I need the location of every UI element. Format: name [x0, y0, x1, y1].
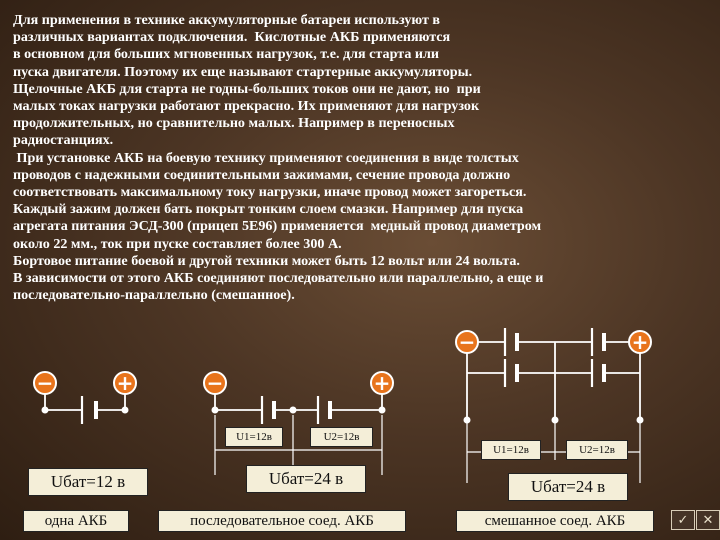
- node-dot: [552, 417, 559, 424]
- text-line: Бортовое питание боевой и другой техники может быть 12 вольт или 24 вольта.: [13, 252, 520, 269]
- series-u1-label: U1=12в: [225, 427, 283, 447]
- mixed-caption: смешанное соед. АКБ: [456, 510, 654, 532]
- mixed-voltage-label: Uбат=24 в: [508, 473, 628, 501]
- text-line: пуска двигателя. Поэтому их еще называют стартерные аккумуляторы.: [13, 63, 473, 80]
- single-caption: одна АКБ: [23, 510, 129, 532]
- node-dot: [212, 407, 219, 414]
- minus-sign: −: [36, 371, 54, 395]
- series-minus-terminal: [204, 371, 226, 395]
- plus-sign: +: [631, 330, 649, 354]
- node-dot: [637, 417, 644, 424]
- text-line: Каждый зажим должен бать покрыт тонким слоем смазки. Например для пуска: [13, 201, 524, 218]
- text-line: около 22 мм., ток при пуске составляет более 300 А.: [13, 235, 342, 252]
- minus-sign: −: [458, 330, 476, 354]
- terminals: [34, 330, 651, 395]
- series-voltage-label: Uбат=24 в: [246, 465, 366, 493]
- text-line: При установке АКБ на боевую технику применяют соединения в виде толстых: [13, 149, 519, 166]
- text-line: Щелочные АКБ для старта не годны-больших токов они не дают, но при: [13, 80, 481, 97]
- text-line: соответствовать максимальному току нагрузки, иначе провод может загореться.: [13, 184, 527, 201]
- mixed-u2-label: U2=12в: [566, 440, 628, 460]
- text-line: последовательно-параллельно (смешанное).: [13, 287, 295, 304]
- series-caption: последовательное соед. АКБ: [158, 510, 406, 532]
- node-dot: [464, 417, 471, 424]
- text-line: радиостанциях.: [13, 132, 114, 149]
- minus-sign: −: [206, 371, 224, 395]
- text-line: в основном для больших мгновенных нагрузок, т.е. для старта или: [13, 46, 440, 63]
- single-minus-terminal: [34, 371, 56, 395]
- text-line: агрегата питания ЭСД-300 (прицеп 5Е96) применяется медный провод диаметром: [13, 218, 542, 235]
- node-dot: [122, 407, 129, 414]
- close-box-icon[interactable]: ✕: [696, 510, 720, 530]
- check-box-icon[interactable]: ✓: [671, 510, 695, 530]
- single-voltage-label: Uбат=12 в: [28, 468, 148, 496]
- text-line: В зависимости от этого АКБ соединяют последовательно или параллельно, а еще и: [13, 270, 544, 287]
- mixed-u1-label: U1=12в: [481, 440, 541, 460]
- mixed-minus-terminal: [456, 330, 478, 354]
- text-line: проводов с надежными соединительными зажимами, сечение провода должно: [13, 166, 511, 183]
- single-plus-terminal: [114, 371, 136, 395]
- series-plus-terminal: [371, 371, 393, 395]
- plus-sign: +: [116, 371, 134, 395]
- text-line: Для применения в технике аккумуляторные батареи используют в: [13, 12, 441, 28]
- series-u2-label: U2=12в: [310, 427, 373, 447]
- mixed-plus-terminal: [629, 330, 651, 354]
- circuit-nodes: [42, 407, 644, 424]
- node-dot: [290, 407, 297, 414]
- single-battery-circuit: [45, 383, 125, 424]
- node-dot: [379, 407, 386, 414]
- text-line: малых токах нагрузки работают прекрасно. Их применяют для нагрузок: [13, 98, 480, 115]
- text-line: продолжительных, но сравнительно малых. Например в переносных: [13, 115, 455, 132]
- plus-sign: +: [373, 371, 391, 395]
- node-dot: [42, 407, 49, 414]
- text-line: различных вариантах подключения. Кислотные АКБ применяются: [13, 29, 451, 46]
